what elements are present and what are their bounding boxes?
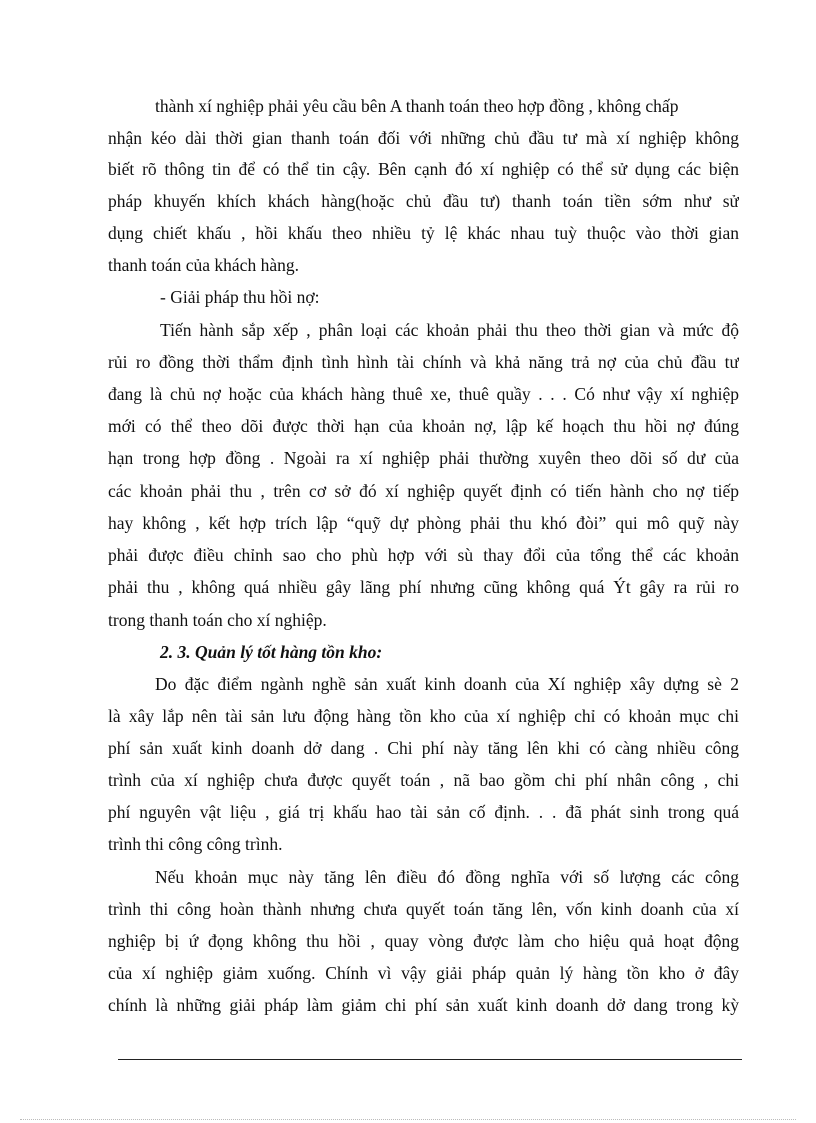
paragraph-line: hạn trong hợp đồng . Ngoài ra xí nghiệp phải thường xuyên theo dõi số dư của xyxy=(108,448,739,468)
paragraph-line: trong thanh toán cho xí nghiệp. xyxy=(108,610,327,630)
paragraph-line: biết rõ thông tin để có thể tin cậy. Bên cạnh đó xí nghiệp có thể sử dụng các biện xyxy=(108,159,739,179)
paragraph-line: phải được điều chỉnh sao cho phù hợp với sù thay đổi của tổng thể các khoản xyxy=(108,545,739,565)
paragraph-line: thanh toán của khách hàng. xyxy=(108,255,299,275)
paragraph-line: phí nguyên vật liệu , giá trị khấu hao tài sản cố định. . . đã phát sinh trong quá xyxy=(108,802,739,822)
page-edge-divider xyxy=(20,1119,796,1120)
paragraph-line: Do đặc điểm ngành nghề sản xuất kinh doanh của Xí nghiệp xây dựng sè 2 xyxy=(155,674,739,694)
paragraph-line: đang là chủ nợ hoặc của khách hàng thuê xe, thuê quầy . . . Có như vậy xí nghiệp xyxy=(108,384,739,404)
subheading: - Giải pháp thu hồi nợ: xyxy=(160,287,320,307)
paragraph-line: nhận kéo dài thời gian thanh toán đối với những chủ đầu tư mà xí nghiệp không xyxy=(108,128,739,148)
paragraph-line: của xí nghiệp giảm xuống. Chính vì vậy giải pháp quản lý hàng tồn kho ở đây xyxy=(108,963,739,983)
paragraph-line: chính là những giải pháp làm giảm chi phí sản xuất kinh doanh dở dang trong kỳ xyxy=(108,995,739,1015)
paragraph-line: pháp khuyến khích khách hàng(hoặc chủ đầu tư) thanh toán tiền sớm như sử xyxy=(108,191,739,211)
paragraph-line: hay không , kết hợp trích lập “quỹ dự phòng phải thu khó đòi” qui mô quỹ này xyxy=(108,513,739,533)
paragraph-line: phí sản xuất kinh doanh dở dang . Chi phí này tăng lên khi có càng nhiều công xyxy=(108,738,739,758)
paragraph-line: rủi ro đồng thời thẩm định tình hình tài chính và khả năng trả nợ của chủ đầu tư xyxy=(108,352,739,372)
paragraph-line: trình của xí nghiệp chưa được quyết toán , nã bao gồm chi phí nhân công , chi xyxy=(108,770,739,790)
paragraph-line: Tiến hành sắp xếp , phân loại các khoản phải thu theo thời gian và mức độ xyxy=(160,320,739,340)
paragraph-line: mới có thể theo dõi được thời hạn của khoản nợ, lập kế hoạch thu hồi nợ đúng xyxy=(108,416,739,436)
paragraph-line: phải thu , không quá nhiều gây lãng phí nhưng cũng không quá Ýt gây ra rủi ro xyxy=(108,577,739,597)
paragraph-line: thành xí nghiệp phải yêu cầu bên A thanh toán theo hợp đồng , không chấp xyxy=(155,96,679,116)
paragraph-line: nghiệp bị ứ đọng không thu hồi , quay vòng được làm cho hiệu quả hoạt động xyxy=(108,931,739,951)
paragraph-line: các khoản phải thu , trên cơ sở đó xí nghiệp quyết định có tiến hành cho nợ tiếp xyxy=(108,481,739,501)
paragraph-line: dụng chiết khấu , hồi khấu theo nhiều tỷ lệ khác nhau tuỳ thuộc vào thời gian xyxy=(108,223,739,243)
paragraph-line: trình thi công hoàn thành nhưng chưa quyết toán tăng lên, vốn kinh doanh của xí xyxy=(108,899,739,919)
footer-rule xyxy=(118,1059,742,1060)
section-heading: 2. 3. Quản lý tốt hàng tồn kho: xyxy=(160,642,383,662)
paragraph-line: trình thi công công trình. xyxy=(108,834,283,854)
paragraph-line: Nếu khoản mục này tăng lên điều đó đồng nghĩa với số lượng các công xyxy=(155,867,739,887)
paragraph-line: là xây lắp nên tài sản lưu động hàng tồn kho của xí nghiệp chỉ có khoản mục chi xyxy=(108,706,739,726)
